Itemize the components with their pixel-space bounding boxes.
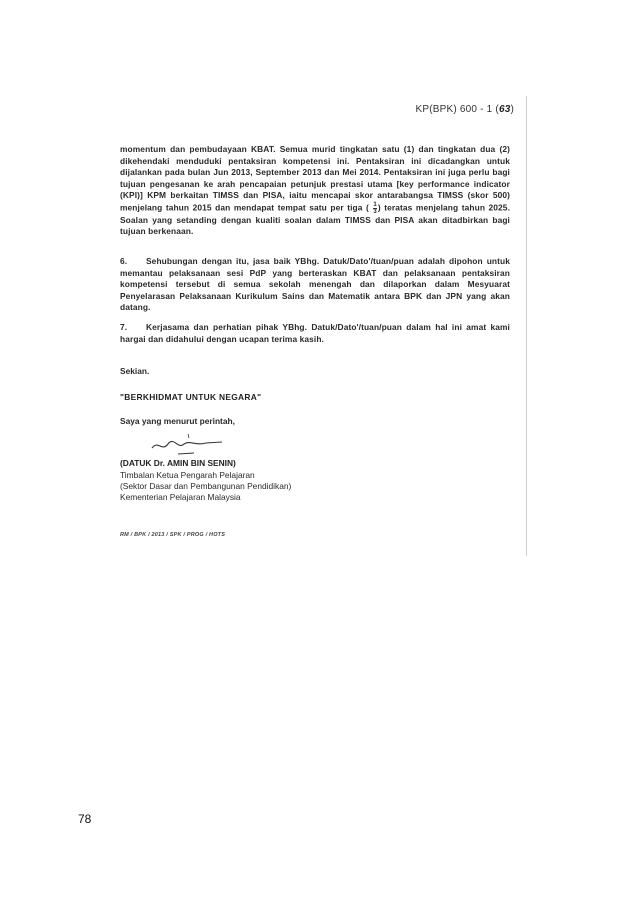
reference-prefix: KP(BPK) 600 - 1 ( bbox=[415, 104, 499, 115]
closing-sekian: Sekian. bbox=[120, 366, 150, 376]
saya-yang-menurut: Saya yang menurut perintah, bbox=[120, 416, 235, 426]
motto: "BERKHIDMAT UNTUK NEGARA" bbox=[120, 392, 262, 402]
reference-handwritten: 63 bbox=[498, 104, 511, 115]
scan-edge-line bbox=[526, 96, 527, 556]
signatory-title-1: Timbalan Ketua Pengarah Pelajaran bbox=[120, 470, 255, 480]
paragraph-6-text: Sehubungan dengan itu, jasa baik YBhg. Datuk/Dato'/tuan/puan adalah dipohon untuk memantau pelaksanaan sesi PdP yang berteraskan KBAT dan pelaksanaan pentaksiran kompetensi tersebut di semua sekolah menengah dan dilaporkan dalam Mesyuarat Penyelarasan Pelaksanaan Kurikulum Sains dan Matematik antara BPK dan JPN yang akan datang. bbox=[120, 256, 510, 312]
paragraph-7-number: 7. bbox=[120, 322, 128, 332]
file-reference: RM / BPK / 2013 / SPK / PROG / HOTS bbox=[120, 532, 226, 538]
paragraph-7 bbox=[120, 322, 510, 345]
paragraph-continued bbox=[120, 144, 510, 238]
paragraph-6 bbox=[120, 256, 510, 314]
signature bbox=[148, 432, 228, 458]
signatory-name: (DATUK Dr. AMIN BIN SENIN) bbox=[120, 458, 236, 468]
paragraph-7-text: Kerjasama dan perhatian pihak YBhg. Datuk/Dato'/tuan/puan dalam hal ini amat kami hargai dan didahului dengan ucapan terima kasih. bbox=[120, 322, 510, 344]
signatory-title-3: Kementerian Pelajaran Malaysia bbox=[120, 492, 241, 502]
scanned-letter bbox=[92, 96, 528, 556]
paragraph-6-number: 6. bbox=[120, 256, 128, 266]
fraction-denominator: 3 bbox=[373, 208, 377, 215]
fraction-one-third bbox=[373, 202, 376, 215]
reference-suffix: ) bbox=[510, 104, 514, 115]
page-number: 78 bbox=[78, 812, 92, 826]
fraction-numerator: 1 bbox=[373, 201, 377, 208]
paragraph-continued-text: momentum dan pembudayaan KBAT. Semua murid tingkatan satu (1) dan tingkatan dua (2) dikehendaki menduduki pentaksiran kompetensi ini. Pentaksiran ini dicadangkan untuk dijalankan pada bulan Jun 2013, September 2013 dan Mei 2014. Pentaksiran ini juga perlu bagi tujuan pengesanan ke arah pencapaian petunjuk prestasi utama [key performance indicator (KPI)] KPM berkaitan TIMSS dan PISA, iaitu mencapai skor antarabangsa TIMSS (skor 500) menjelang tahun 2015 dan mendapat tempat satu per tiga ( bbox=[120, 144, 510, 213]
paragraph-continued-end: ) teratas menjelang tahun 2025. Soalan yang setanding dengan kualiti soalan dalam TIMSS dan PISA akan ditadbirkan bagi tujuan berkenaan. bbox=[120, 202, 510, 236]
reference-number bbox=[416, 104, 515, 115]
signatory-title-2: (Sektor Dasar dan Pembangunan Pendidikan) bbox=[120, 481, 292, 491]
